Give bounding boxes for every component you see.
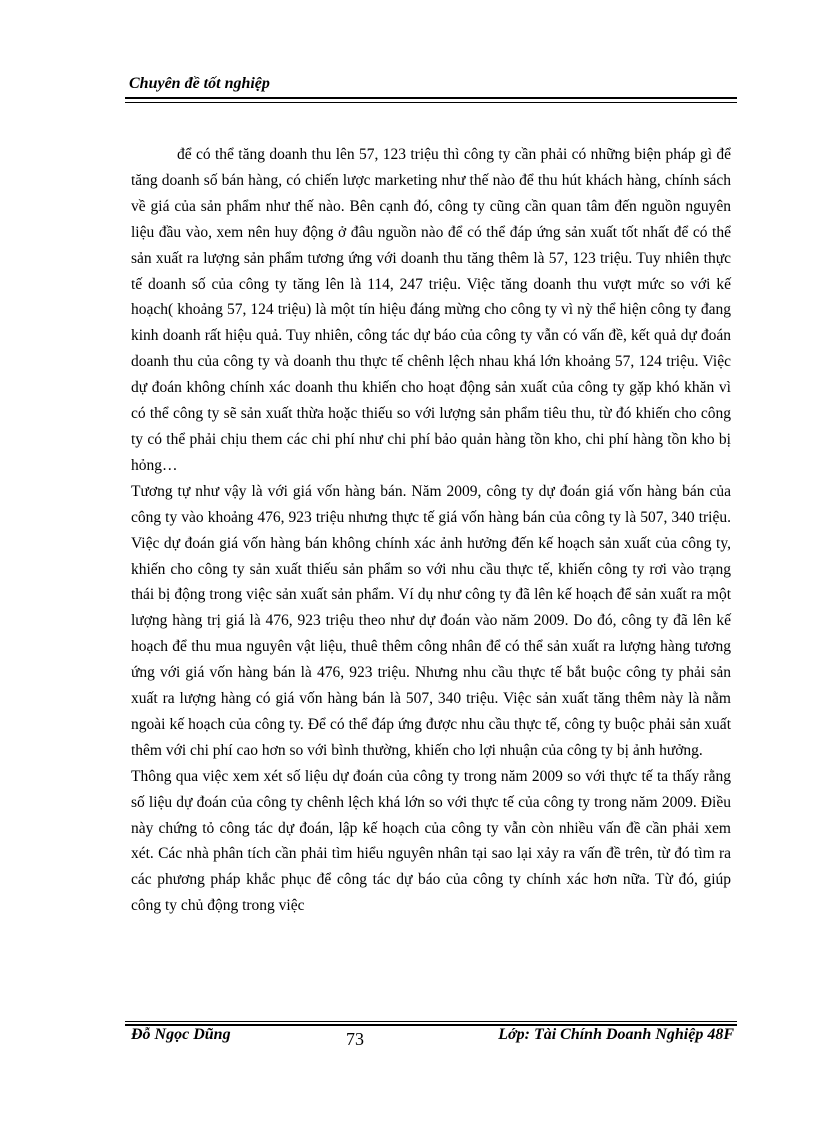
paragraph: Thông qua việc xem xét số liệu dự đoán của công ty trong năm 2009 so với thực tế ta thấy rằng số liệu dự đoán của công ty chênh lệch khá lớn so với thực tế của công ty trong năm 2009. Điều này chứng tỏ công tác dự đoán, lập kế hoạch của công ty vẫn còn nhiều vấn đề cần phải xem xét. Các nhà phân tích cần phải tìm hiểu nguyên nhân tại sao lại xảy ra vấn đề trên, từ đó tìm ra các phương pháp khắc phục để công tác dự báo của công ty chính xác hơn nữa. Từ đó, giúp công ty chủ động trong việc — [131, 767, 731, 915]
page-number: 73 — [346, 1029, 364, 1049]
header-rule-thin — [125, 102, 737, 103]
footer-rule-thin — [125, 1021, 737, 1022]
body-text — [131, 142, 731, 919]
footer-author: Đỗ Ngọc Dũng — [131, 1026, 231, 1043]
paragraph: Tương tự như vậy là với giá vốn hàng bán. Năm 2009, công ty dự đoán giá vốn hàng bán của công ty vào khoảng 476, 923 triệu nhưng thực tế giá vốn hàng bán của công ty là 507, 340 triệu. Việc dự đoán giá vốn hàng bán không chính xác ảnh hưởng đến kế hoạch sản xuất của công ty, khiến cho công ty sản xuất thiếu sản phẩm so với nhu cầu thực tế, khiến công ty rơi vào trạng thái bị động trong việc sản xuất sản phẩm. Ví dụ như công ty đã lên kế hoạch để sản xuất ra một lượng hàng trị giá là 476, 923 triệu theo như dự đoán vào năm 2009. Do đó, công ty đã lên kế hoạch để thu mua nguyên vật liệu, thuê thêm công nhân để có thể sản xuất ra lượng hàng tương ứng với giá vốn hàng bán là 476, 923 triệu. Nhưng nhu cầu thực tế bắt buộc công ty phải sản xuất ra lượng hàng có giá vốn hàng bán là 507, 340 triệu. Việc sản xuất tăng thêm này là nằm ngoài kế hoạch của công ty. Để có thể đáp ứng được nhu cầu thực tế, công ty buộc phải sản xuất thêm với chi phí cao hơn so với bình thường, khiến cho lợi nhuận của công ty bị ảnh hưởng. — [131, 482, 731, 759]
header-rule-thick — [125, 97, 737, 99]
paragraph: để có thể tăng doanh thu lên 57, 123 triệu thì công ty cần phải có những biện pháp gì để tăng doanh số bán hàng, có chiến lược marketing như thế nào để thu hút khách hàng, chính sách về giá của sản phẩm như thế nào. Bên cạnh đó, công ty cũng cần quan tâm đến nguồn nguyên liệu đầu vào, xem nên huy động ở đâu nguồn nào để có thể đáp ứng sản xuất tốt nhất để có thể sản xuất ra lượng sản phẩm tương ứng với doanh thu tăng thêm là 57, 123 triệu. Tuy nhiên thực tế doanh số của công ty tăng lên là 114, 247 triệu. Việc tăng doanh thu vượt mức so với kế hoạch( khoảng 57, 124 triệu) là một tín hiệu đáng mừng cho công ty vì nỳ thể hiện công ty đang kinh doanh rất hiệu quả. Tuy nhiên, công tác dự báo của công ty vẫn có vấn đề, kết quả dự đoán doanh thu của công ty và doanh thu thực tế chênh lệch nhau khá lớn khoảng 57, 124 triệu. Việc dự đoán không chính xác doanh thu khiến cho hoạt động sản xuất của công ty gặp khó khăn vì có thể công ty sẽ sản xuất thừa hoặc thiếu so với lượng sản phẩm tiêu thu, từ đó khiến cho công ty có thể phải chịu them các chi phí như chi phí bảo quản hàng tồn kho, chi phí hàng tồn kho bị hỏng… — [131, 146, 731, 474]
header-title: Chuyên đề tốt nghiệp — [129, 75, 270, 92]
footer-class-info: Lớp: Tài Chính Doanh Nghiệp 48F — [498, 1026, 734, 1043]
